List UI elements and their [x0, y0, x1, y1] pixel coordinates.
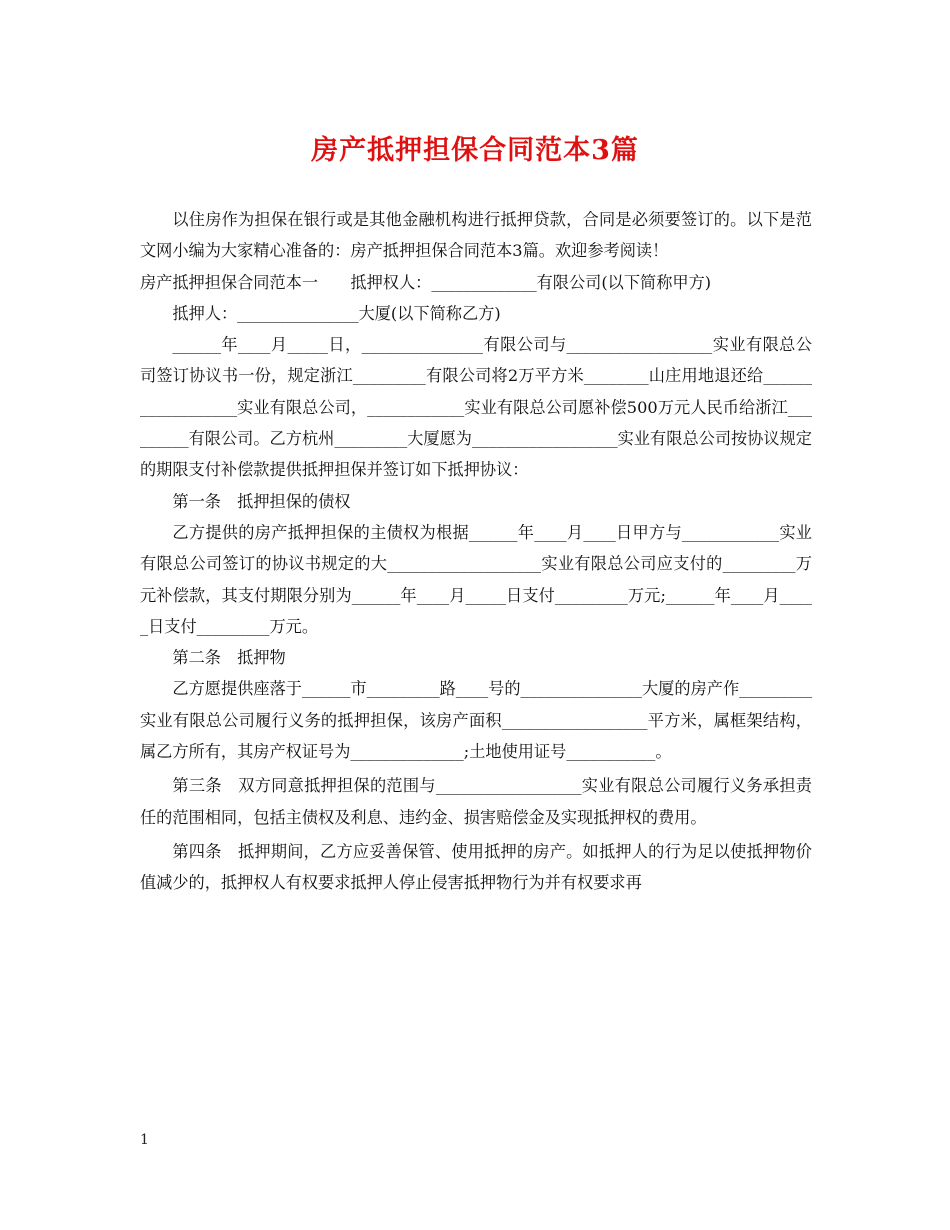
document-title: 房产抵押担保合同范本3篇: [311, 135, 639, 166]
intro-paragraph: 以住房作为担保在银行或是其他金融机构进行抵押贷款，合同是必须要签订的。以下是范文网小编为大家精心准备的：房产抵押担保合同范本3篇。欢迎参考阅读！: [140, 210, 812, 261]
background-paragraph: ______年____月_____日，_______________有限公司与__________________实业有限总公司签订协议书一份，规定浙江_________有限公司将2万平方米________山庄用地退还给__________________实业有限总公司，____________实业有限总公司愿补偿500万元人民币给浙江_________有限公司。乙方杭州_________大厦愿为__________________实业有限总公司按协议规定的期限支付补偿款提供抵押担保并签订如下抵押协议：: [140, 335, 812, 480]
page-number: 1: [140, 1132, 149, 1148]
article-4-paragraph: 第四条 抵押期间，乙方应妥善保管、使用抵押的房产。如抵押人的行为足以使抵押物价值减少的，抵押权人有权要求抵押人停止侵害抵押物行为并有权要求再: [140, 841, 812, 893]
article-2-heading: 第二条 抵押物: [172, 648, 286, 668]
mortgagor-line: 抵押人：_______________大厦(以下简称乙方): [172, 303, 501, 323]
contract-heading-line: 房产抵押担保合同范本一 抵押权人：_____________有限公司(以下简称甲方): [140, 272, 712, 292]
article-1-body: 乙方提供的房产抵押担保的主债权为根据______年____月____日甲方与____________实业有限总公司签订的协议书规定的大___________________实业有限总公司应支付的_________万元补偿款，其支付期限分别为______年____月_____日支付_________万元;______年____月_____日支付_________万元。: [140, 522, 812, 636]
document-body: [140, 204, 812, 899]
article-1-heading: 第一条 抵押担保的债权: [172, 491, 351, 511]
article-3-paragraph: 第三条 双方同意抵押担保的范围与__________________实业有限总公司履行义务承担责任的范围相同，包括主债权及利息、违约金、损害赔偿金及实现抵押权的费用。: [140, 776, 812, 827]
article-2-body: 乙方愿提供座落于______市_________路____号的_______________大厦的房产作_________实业有限总公司履行义务的抵押担保，该房产面积__________________平方米，属框架结构，属乙方所有，其房产权证号为______________;土地使用证号___________。: [140, 679, 812, 762]
